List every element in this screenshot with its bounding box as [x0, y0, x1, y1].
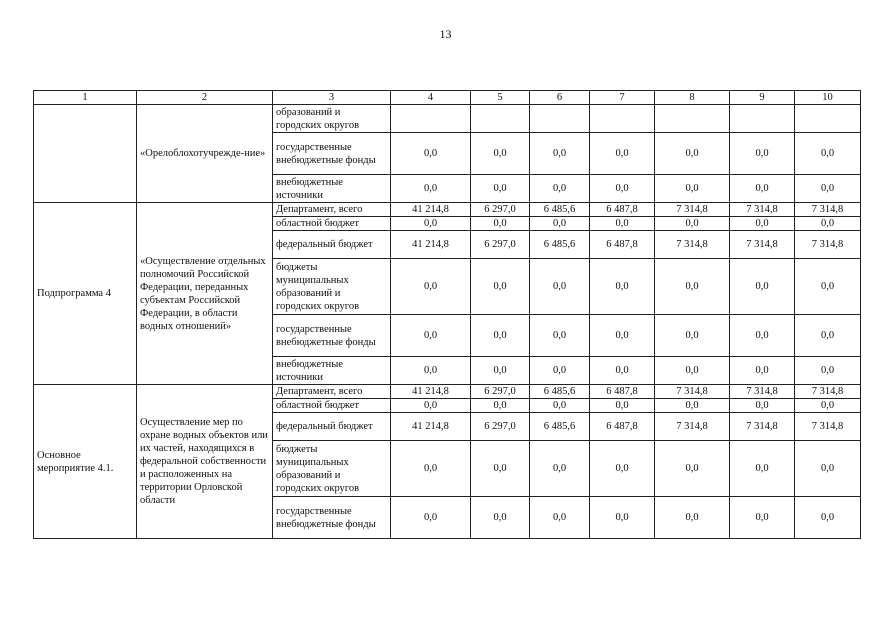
column-header: 6	[530, 91, 590, 105]
value-cell: 0,0	[471, 441, 530, 497]
program-description-cell: «Орелоблохотучрежде-ние»	[137, 105, 273, 203]
value-cell: 6 485,6	[530, 231, 590, 259]
value-cell: 6 485,6	[530, 203, 590, 217]
value-cell: 7 314,8	[795, 413, 861, 441]
value-cell: 0,0	[730, 217, 795, 231]
value-cell: 0,0	[471, 315, 530, 357]
value-cell: 0,0	[730, 259, 795, 315]
value-cell: 6 297,0	[471, 231, 530, 259]
value-cell: 41 214,8	[391, 203, 471, 217]
funding-source-cell: федеральный бюджет	[273, 231, 391, 259]
value-cell: 0,0	[590, 175, 655, 203]
value-cell: 0,0	[730, 441, 795, 497]
value-cell: 0,0	[530, 399, 590, 413]
value-cell: 6 297,0	[471, 385, 530, 399]
funding-source-cell: образований и городских округов	[273, 105, 391, 133]
value-cell: 0,0	[391, 133, 471, 175]
column-header: 7	[590, 91, 655, 105]
value-cell: 0,0	[795, 133, 861, 175]
program-name-cell: Основное мероприятие 4.1.	[34, 385, 137, 539]
value-cell: 0,0	[795, 175, 861, 203]
value-cell: 6 487,8	[590, 385, 655, 399]
funding-source-cell: государственные внебюджетные фонды	[273, 497, 391, 539]
table-row	[34, 385, 861, 399]
value-cell	[530, 105, 590, 133]
value-cell: 6 485,6	[530, 413, 590, 441]
funding-source-cell: внебюджетные источники	[273, 357, 391, 385]
value-cell: 0,0	[590, 357, 655, 385]
value-cell: 0,0	[530, 357, 590, 385]
value-cell: 41 214,8	[391, 413, 471, 441]
column-header: 5	[471, 91, 530, 105]
funding-source-cell: бюджеты муниципальных образований и городских округов	[273, 259, 391, 315]
value-cell: 0,0	[795, 399, 861, 413]
value-cell: 7 314,8	[795, 203, 861, 217]
value-cell: 0,0	[391, 497, 471, 539]
funding-source-cell: областной бюджет	[273, 217, 391, 231]
value-cell: 6 485,6	[530, 385, 590, 399]
value-cell: 0,0	[471, 175, 530, 203]
value-cell: 0,0	[730, 357, 795, 385]
value-cell: 7 314,8	[655, 413, 730, 441]
value-cell: 0,0	[530, 175, 590, 203]
value-cell: 0,0	[590, 259, 655, 315]
value-cell: 7 314,8	[730, 231, 795, 259]
value-cell: 6 487,8	[590, 413, 655, 441]
value-cell	[590, 105, 655, 133]
budget-table	[33, 90, 861, 539]
funding-source-cell: Департамент, всего	[273, 385, 391, 399]
value-cell: 0,0	[471, 399, 530, 413]
value-cell: 0,0	[795, 497, 861, 539]
value-cell: 7 314,8	[730, 203, 795, 217]
value-cell: 0,0	[471, 259, 530, 315]
column-header: 10	[795, 91, 861, 105]
value-cell	[655, 105, 730, 133]
value-cell: 0,0	[730, 175, 795, 203]
value-cell: 0,0	[795, 441, 861, 497]
funding-source-cell: бюджеты муниципальных образований и городских округов	[273, 441, 391, 497]
value-cell: 0,0	[655, 497, 730, 539]
value-cell: 0,0	[590, 441, 655, 497]
value-cell: 0,0	[391, 357, 471, 385]
value-cell: 0,0	[795, 217, 861, 231]
table-row	[34, 105, 861, 133]
column-header: 9	[730, 91, 795, 105]
value-cell: 7 314,8	[730, 413, 795, 441]
column-header: 8	[655, 91, 730, 105]
column-header: 1	[34, 91, 137, 105]
value-cell: 7 314,8	[795, 385, 861, 399]
funding-source-cell: государственные внебюджетные фонды	[273, 133, 391, 175]
value-cell: 0,0	[471, 497, 530, 539]
value-cell: 0,0	[391, 315, 471, 357]
value-cell: 0,0	[471, 357, 530, 385]
funding-source-cell: Департамент, всего	[273, 203, 391, 217]
value-cell: 0,0	[391, 399, 471, 413]
value-cell: 0,0	[730, 497, 795, 539]
value-cell: 0,0	[795, 315, 861, 357]
value-cell: 0,0	[730, 315, 795, 357]
value-cell: 0,0	[655, 315, 730, 357]
value-cell: 7 314,8	[655, 385, 730, 399]
funding-source-cell: государственные внебюджетные фонды	[273, 315, 391, 357]
value-cell: 0,0	[391, 441, 471, 497]
funding-source-cell: областной бюджет	[273, 399, 391, 413]
value-cell	[795, 105, 861, 133]
value-cell: 41 214,8	[391, 231, 471, 259]
value-cell: 0,0	[795, 259, 861, 315]
value-cell: 0,0	[655, 217, 730, 231]
value-cell: 0,0	[730, 133, 795, 175]
value-cell: 0,0	[655, 357, 730, 385]
value-cell: 0,0	[530, 497, 590, 539]
value-cell: 0,0	[655, 399, 730, 413]
value-cell	[391, 105, 471, 133]
value-cell: 7 314,8	[730, 385, 795, 399]
funding-source-cell: внебюджетные источники	[273, 175, 391, 203]
value-cell: 6 297,0	[471, 203, 530, 217]
value-cell: 7 314,8	[655, 231, 730, 259]
value-cell: 0,0	[655, 441, 730, 497]
value-cell: 0,0	[530, 441, 590, 497]
value-cell: 0,0	[530, 133, 590, 175]
page-number: 13	[439, 27, 452, 41]
value-cell: 0,0	[590, 497, 655, 539]
table-row	[34, 203, 861, 217]
value-cell: 6 487,8	[590, 203, 655, 217]
value-cell: 0,0	[530, 217, 590, 231]
value-cell: 0,0	[655, 259, 730, 315]
value-cell	[730, 105, 795, 133]
value-cell: 6 297,0	[471, 413, 530, 441]
value-cell: 0,0	[530, 259, 590, 315]
value-cell: 0,0	[471, 217, 530, 231]
value-cell: 0,0	[530, 315, 590, 357]
value-cell: 7 314,8	[795, 231, 861, 259]
program-name-cell	[34, 105, 137, 203]
program-description-cell: Осуществление мер по охране водных объектов или их частей, находящихся в федеральной собственности и расположенных на территории Орловской области	[137, 385, 273, 539]
value-cell: 0,0	[590, 315, 655, 357]
program-description-cell: «Осуществление отдельных полномочий Российской Федерации, переданных субъектам Российской Федерации, в области водных отношений»	[137, 203, 273, 385]
value-cell: 0,0	[730, 399, 795, 413]
program-name-cell: Подпрограмма 4	[34, 203, 137, 385]
column-number-row	[34, 91, 861, 105]
column-header: 4	[391, 91, 471, 105]
value-cell: 0,0	[655, 133, 730, 175]
value-cell: 0,0	[391, 217, 471, 231]
value-cell: 0,0	[391, 259, 471, 315]
funding-source-cell: федеральный бюджет	[273, 413, 391, 441]
value-cell: 0,0	[590, 399, 655, 413]
value-cell: 0,0	[391, 175, 471, 203]
value-cell: 0,0	[590, 217, 655, 231]
value-cell: 7 314,8	[655, 203, 730, 217]
column-header: 2	[137, 91, 273, 105]
value-cell: 0,0	[655, 175, 730, 203]
value-cell: 0,0	[795, 357, 861, 385]
value-cell: 0,0	[590, 133, 655, 175]
column-header: 3	[273, 91, 391, 105]
value-cell: 6 487,8	[590, 231, 655, 259]
value-cell: 41 214,8	[391, 385, 471, 399]
value-cell	[471, 105, 530, 133]
value-cell: 0,0	[471, 133, 530, 175]
